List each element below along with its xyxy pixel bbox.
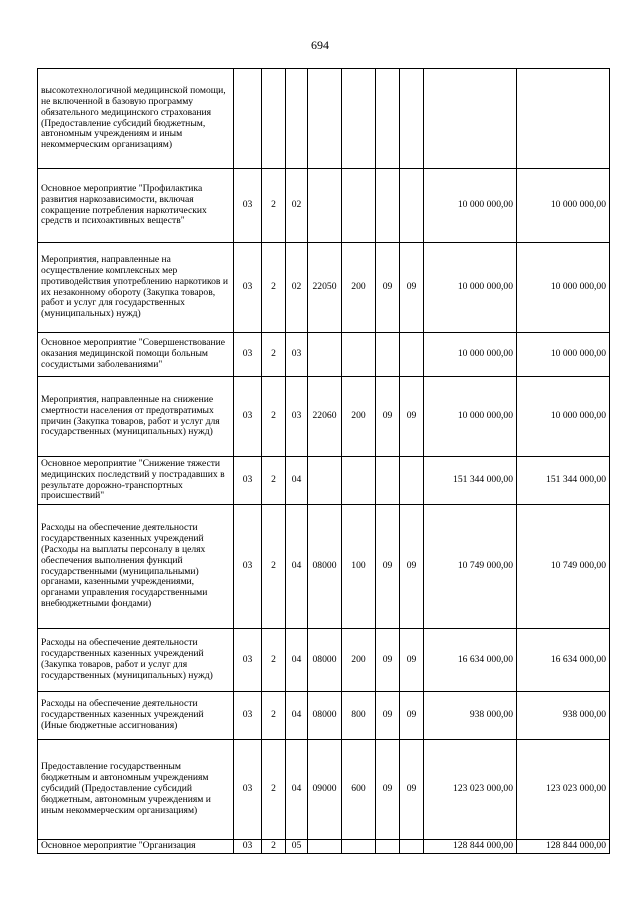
expense-type-code	[342, 169, 376, 243]
event-code: 02	[286, 243, 308, 333]
row-name: Основное мероприятие "Организация	[38, 840, 234, 854]
amount-year-1: 151 344 000,00	[424, 457, 517, 505]
direction-code: 08000	[308, 505, 342, 629]
amount-year-1: 10 000 000,00	[424, 169, 517, 243]
event-code	[286, 69, 308, 169]
amount-year-2: 10 000 000,00	[517, 333, 610, 377]
event-code: 04	[286, 505, 308, 629]
subprogram-code	[262, 69, 286, 169]
event-code: 02	[286, 169, 308, 243]
direction-code	[308, 69, 342, 169]
amount-year-2: 151 344 000,00	[517, 457, 610, 505]
program-code: 03	[234, 740, 262, 840]
event-code: 03	[286, 333, 308, 377]
direction-code: 09000	[308, 740, 342, 840]
row-name: высокотехнологичной медицинской помощи, не включенной в базовую программу обязательного медицинского страхования (Предоставление субсидий бюджетным, автономным учреждениям и иным некоммерческим организациям)	[38, 69, 234, 169]
expense-type-code: 800	[342, 692, 376, 740]
amount-year-1	[424, 69, 517, 169]
subsection-code: 09	[400, 692, 424, 740]
expense-type-code: 200	[342, 243, 376, 333]
table-row	[38, 69, 610, 169]
expense-type-code: 200	[342, 629, 376, 692]
event-code: 04	[286, 629, 308, 692]
section-code: 09	[376, 629, 400, 692]
table-row	[38, 457, 610, 505]
amount-year-2: 10 000 000,00	[517, 243, 610, 333]
expense-type-code	[342, 333, 376, 377]
subprogram-code: 2	[262, 243, 286, 333]
section-code	[376, 457, 400, 505]
program-code	[234, 69, 262, 169]
expense-type-code: 100	[342, 505, 376, 629]
amount-year-1: 10 000 000,00	[424, 333, 517, 377]
event-code: 05	[286, 840, 308, 854]
row-name: Основное мероприятие "Совершенствование оказания медицинской помощи больным сосудистыми заболеваниями"	[38, 333, 234, 377]
direction-code	[308, 457, 342, 505]
budget-table	[37, 68, 610, 854]
expense-type-code: 200	[342, 377, 376, 457]
table-body	[38, 69, 610, 854]
amount-year-1: 10 749 000,00	[424, 505, 517, 629]
row-name: Расходы на обеспечение деятельности государственных казенных учреждений (Расходы на выплаты персоналу в целях обеспечения выполнения функций государственными (муниципальными) органами, казенными учреждениями, органами управления государственными внебюджетными фондами)	[38, 505, 234, 629]
program-code: 03	[234, 629, 262, 692]
table-row	[38, 629, 610, 692]
subprogram-code: 2	[262, 457, 286, 505]
event-code: 03	[286, 377, 308, 457]
table-row	[38, 377, 610, 457]
subprogram-code: 2	[262, 505, 286, 629]
direction-code: 08000	[308, 629, 342, 692]
amount-year-2: 10 000 000,00	[517, 169, 610, 243]
program-code: 03	[234, 457, 262, 505]
section-code: 09	[376, 692, 400, 740]
amount-year-2: 10 749 000,00	[517, 505, 610, 629]
amount-year-1: 938 000,00	[424, 692, 517, 740]
table-row	[38, 333, 610, 377]
table-row	[38, 692, 610, 740]
page-number: 694	[311, 38, 329, 52]
section-code	[376, 333, 400, 377]
amount-year-2: 938 000,00	[517, 692, 610, 740]
expense-type-code	[342, 840, 376, 854]
expense-type-code	[342, 69, 376, 169]
subsection-code	[400, 457, 424, 505]
row-name: Предоставление государственным бюджетным и автономным учреждениям субсидий (Предоставление субсидий бюджетным, автономным учреждениям и иным некоммерческим организациям)	[38, 740, 234, 840]
direction-code: 08000	[308, 692, 342, 740]
subsection-code: 09	[400, 243, 424, 333]
table-row	[38, 740, 610, 840]
row-name: Основное мероприятие "Профилактика развития наркозависимости, включая сокращение потребления наркотических средств и психоактивных веществ"	[38, 169, 234, 243]
program-code: 03	[234, 243, 262, 333]
direction-code: 22060	[308, 377, 342, 457]
section-code: 09	[376, 505, 400, 629]
row-name: Мероприятия, направленные на осуществление комплексных мер противодействия употреблению наркотиков и их незаконному обороту (Закупка товаров, работ и услуг для государственных (муниципальных) нужд)	[38, 243, 234, 333]
subsection-code	[400, 169, 424, 243]
row-name: Расходы на обеспечение деятельности государственных казенных учреждений (Иные бюджетные ассигнования)	[38, 692, 234, 740]
section-code	[376, 840, 400, 854]
subsection-code	[400, 333, 424, 377]
subsection-code	[400, 840, 424, 854]
amount-year-2	[517, 69, 610, 169]
row-name: Расходы на обеспечение деятельности государственных казенных учреждений (Закупка товаров, работ и услуг для государственных (муниципальных) нужд)	[38, 629, 234, 692]
table-row	[38, 505, 610, 629]
subsection-code: 09	[400, 629, 424, 692]
section-code: 09	[376, 740, 400, 840]
amount-year-1: 10 000 000,00	[424, 377, 517, 457]
amount-year-1: 10 000 000,00	[424, 243, 517, 333]
event-code: 04	[286, 740, 308, 840]
section-code: 09	[376, 377, 400, 457]
section-code: 09	[376, 243, 400, 333]
direction-code	[308, 169, 342, 243]
program-code: 03	[234, 505, 262, 629]
amount-year-2: 123 023 000,00	[517, 740, 610, 840]
subsection-code: 09	[400, 377, 424, 457]
subsection-code	[400, 69, 424, 169]
program-code: 03	[234, 692, 262, 740]
subprogram-code: 2	[262, 840, 286, 854]
program-code: 03	[234, 377, 262, 457]
subprogram-code: 2	[262, 169, 286, 243]
expense-type-code	[342, 457, 376, 505]
subprogram-code: 2	[262, 692, 286, 740]
table-row	[38, 243, 610, 333]
event-code: 04	[286, 457, 308, 505]
row-name: Мероприятия, направленные на снижение смертности населения от предотвратимых причин (Закупка товаров, работ и услуг для государственных (муниципальных) нужд)	[38, 377, 234, 457]
event-code: 04	[286, 692, 308, 740]
row-name: Основное мероприятие "Снижение тяжести медицинских последствий у пострадавших в результате дорожно-транспортных происшествий"	[38, 457, 234, 505]
subsection-code: 09	[400, 740, 424, 840]
subprogram-code: 2	[262, 629, 286, 692]
subsection-code: 09	[400, 505, 424, 629]
subprogram-code: 2	[262, 333, 286, 377]
amount-year-2: 128 844 000,00	[517, 840, 610, 854]
section-code	[376, 169, 400, 243]
amount-year-1: 16 634 000,00	[424, 629, 517, 692]
section-code	[376, 69, 400, 169]
amount-year-1: 128 844 000,00	[424, 840, 517, 854]
program-code: 03	[234, 333, 262, 377]
direction-code	[308, 333, 342, 377]
table-row	[38, 169, 610, 243]
direction-code: 22050	[308, 243, 342, 333]
subprogram-code: 2	[262, 377, 286, 457]
amount-year-2: 16 634 000,00	[517, 629, 610, 692]
direction-code	[308, 840, 342, 854]
table-row	[38, 840, 610, 854]
amount-year-1: 123 023 000,00	[424, 740, 517, 840]
program-code: 03	[234, 840, 262, 854]
subprogram-code: 2	[262, 740, 286, 840]
program-code: 03	[234, 169, 262, 243]
expense-type-code: 600	[342, 740, 376, 840]
amount-year-2: 10 000 000,00	[517, 377, 610, 457]
